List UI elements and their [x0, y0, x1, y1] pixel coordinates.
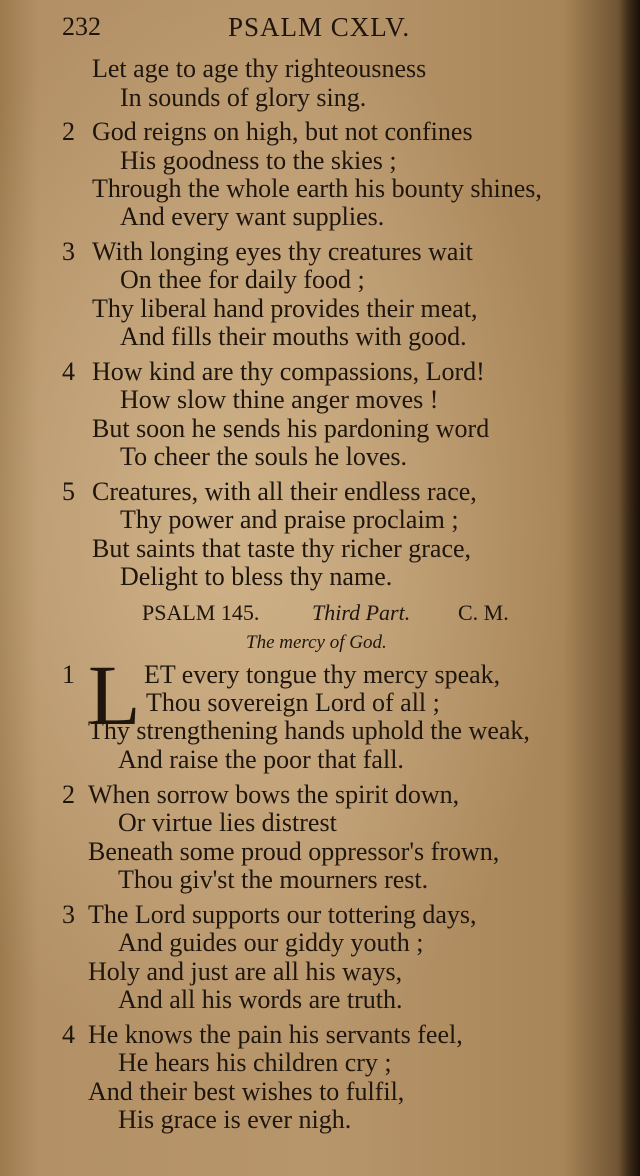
verse-line: Thy strengthening hands uphold the weak, [88, 716, 530, 745]
section-subtitle: The mercy of God. [246, 632, 387, 653]
verse-line: He hears his children cry ; [118, 1048, 392, 1077]
verse-line: Thy power and praise proclaim ; [120, 505, 459, 534]
verse-line: With longing eyes thy creatures wait [92, 237, 473, 266]
verse-line: Through the whole earth his bounty shines, [92, 174, 542, 203]
verse-line: To cheer the souls he loves. [120, 442, 407, 471]
verse-line: Beneath some proud oppressor's frown, [88, 837, 500, 866]
verse-line: And guides our giddy youth ; [118, 928, 424, 957]
verse-number: 2 [62, 117, 75, 146]
verse-line: And their best wishes to fulfil, [88, 1077, 405, 1106]
verse-line: But soon he sends his pardoning word [92, 414, 490, 443]
verse-line: How slow thine anger moves ! [120, 385, 439, 414]
verse-number: 3 [62, 237, 75, 266]
verse-line: His grace is ever nigh. [118, 1105, 352, 1134]
verse-line: And every want supplies. [120, 202, 385, 231]
verse-line: ET every tongue thy mercy speak, [144, 660, 501, 689]
verse-line: And fills their mouths with good. [120, 322, 467, 351]
verse-line: And raise the poor that fall. [118, 745, 404, 774]
verse-line: The Lord supports our tottering days, [88, 900, 477, 929]
verse-number: 2 [62, 780, 75, 809]
verse-line: How kind are thy compassions, Lord! [92, 357, 485, 386]
verse-line: When sorrow bows the spirit down, [88, 780, 460, 809]
verse-line: God reigns on high, but not confines [92, 117, 473, 146]
verse-line: Thy liberal hand provides their meat, [92, 294, 478, 323]
page-number: 232 [62, 12, 101, 41]
verse-line: He knows the pain his servants feel, [88, 1020, 463, 1049]
verse-line: Let age to age thy righteousness [92, 54, 427, 83]
verse-number: 5 [62, 477, 75, 506]
verse-line: Thou giv'st the mourners rest. [118, 865, 429, 894]
verse-line: And all his words are truth. [118, 985, 403, 1014]
drop-cap: L [88, 647, 141, 743]
verse-line: Holy and just are all his ways, [88, 957, 403, 986]
section-meter: C. M. [458, 600, 509, 625]
verse-number: 1 [62, 660, 75, 689]
page-header [0, 8, 640, 44]
section-psalm: PSALM 145. [142, 600, 260, 625]
verse-line: Creatures, with all their endless race, [92, 477, 477, 506]
verse-line: Or virtue lies distrest [118, 808, 337, 837]
verse-number: 4 [62, 357, 75, 386]
section-part: Third Part. [312, 600, 411, 625]
verse-line: But saints that taste thy richer grace, [92, 534, 472, 563]
running-title: PSALM CXLV. [228, 12, 411, 42]
verse-line: Thou sovereign Lord of all ; [146, 688, 440, 717]
verse-line: In sounds of glory sing. [120, 83, 367, 112]
page-spine-shadow [618, 0, 640, 1176]
verse-line: His goodness to the skies ; [120, 146, 397, 175]
verse-number: 3 [62, 900, 75, 929]
verse-line: Delight to bless thy name. [120, 562, 393, 591]
verse-number: 4 [62, 1020, 75, 1049]
verse-line: On thee for daily food ; [120, 265, 365, 294]
